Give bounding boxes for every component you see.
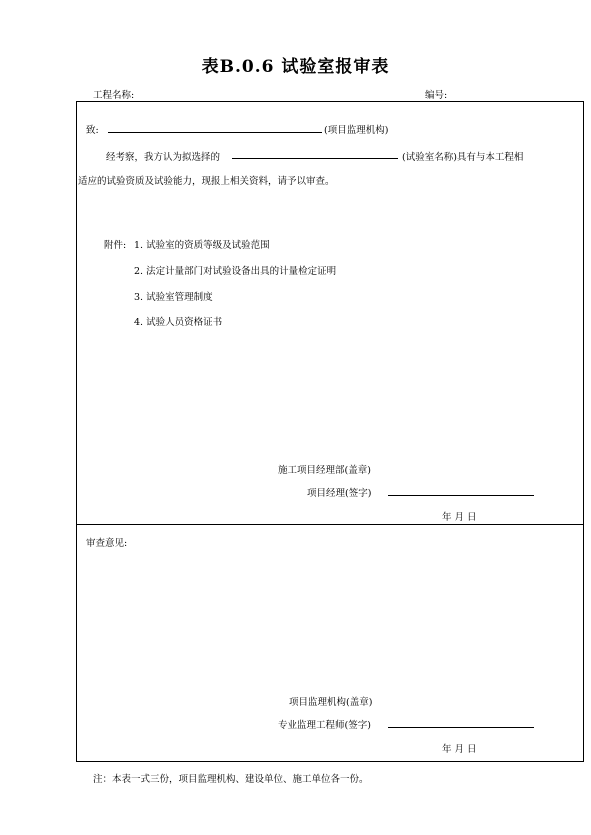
attachment-item: 1. 试验室的资质等级及试验范围 [134,240,270,251]
project-manager-signature-line [388,495,534,496]
attachment-item: 4. 试验人员资格证书 [134,317,223,328]
body-line-2: 适应的试验资质及试验能力，现报上相关资料，请予以审查。 [78,176,335,187]
body-suffix: (试验室名称)具有与本工程相 [402,152,524,163]
to-label: 致: [86,125,99,136]
number-label: 编号: [425,90,448,101]
contractor-dept-seal: 施工项目经理部(盖章) [278,465,371,476]
supervisor-org-blank [108,132,322,133]
supervisor-engineer-signature-line [388,727,534,728]
lab-name-blank [232,158,398,159]
attachments-label: 附件: [104,240,127,251]
supervisor-engineer-label: 专业监理工程师(签字) [278,720,371,731]
body-prefix: 经考察，我方认为拟选择的 [106,152,221,163]
to-suffix: (项目监理机构) [324,125,389,136]
footer-note: 注：本表一式三份，项目监理机构、建设单位、施工单位各一份。 [93,774,369,785]
project-name-label: 工程名称: [93,90,135,101]
review-label: 审查意见: [86,538,128,549]
supervisor-org-seal: 项目监理机构(盖章) [289,697,373,708]
form-table [76,101,584,762]
attachment-item: 2. 法定计量部门对试验设备出具的计量检定证明 [134,266,337,277]
form-title: 表B.0.6 试验室报审表 [201,57,390,77]
date-1: 年 月 日 [442,512,477,523]
section-divider [76,524,584,525]
attachment-item: 3. 试验室管理制度 [134,292,213,303]
date-2: 年 月 日 [442,744,477,755]
project-manager-label: 项目经理(签字) [307,488,372,499]
